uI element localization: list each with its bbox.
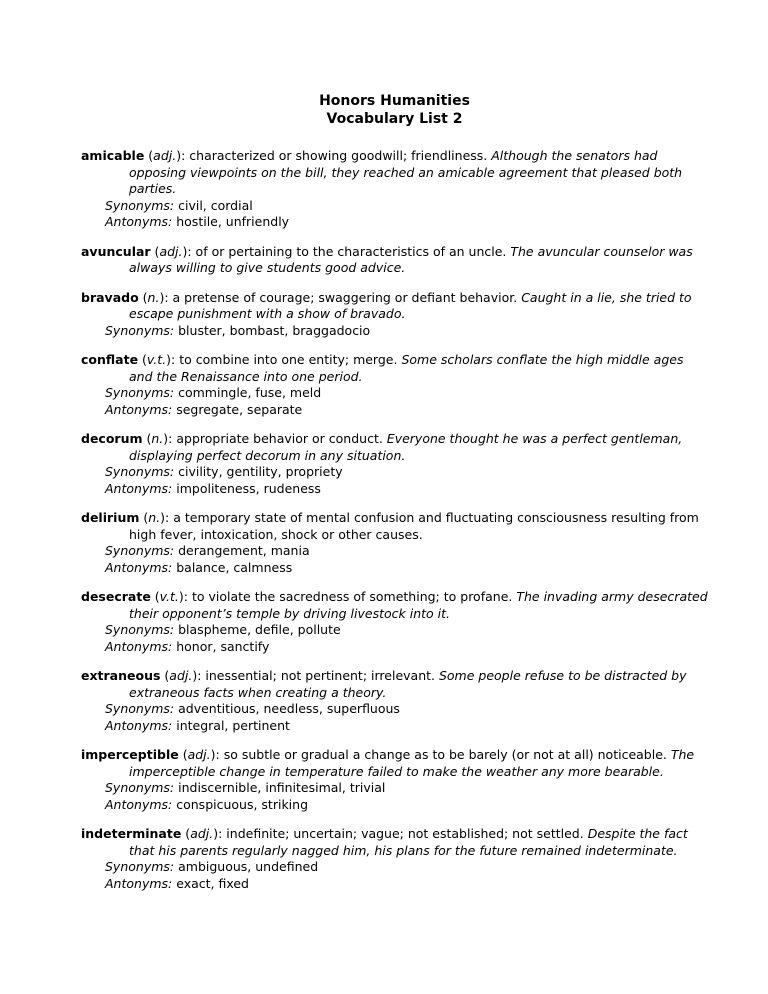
antonyms-values: hostile, unfriendly xyxy=(176,214,290,229)
definition: : to violate the sacredness of something; to profane. xyxy=(183,589,517,604)
synonyms-values: indiscernible, infinitesimal, trivial xyxy=(178,780,386,795)
synonyms-line xyxy=(81,543,708,560)
vocab-entry-desecrate xyxy=(81,589,708,655)
synonyms-values: derangement, mania xyxy=(178,543,310,558)
antonyms-label: Antonyms: xyxy=(105,401,173,417)
example-sentence: The avuncular counselor was always willing to give students good advice. xyxy=(129,243,693,275)
synonyms-label: Synonyms: xyxy=(105,464,175,479)
synonyms-line xyxy=(81,323,708,340)
antonyms-values: exact, fixed xyxy=(176,875,249,891)
antonyms-values: balance, calmness xyxy=(176,559,293,575)
synonyms-label: Synonyms: xyxy=(105,622,175,637)
part-of-speech: adj. xyxy=(190,826,214,841)
antonyms-label: Antonyms: xyxy=(105,638,173,654)
part-of-speech: adj. xyxy=(153,148,177,163)
document-title xyxy=(81,92,708,128)
vocab-word: decorum xyxy=(81,431,143,446)
antonyms-line xyxy=(81,876,708,893)
definition: : to combine into one entity; merge. xyxy=(171,352,402,367)
part-of-speech: adj. xyxy=(169,668,193,683)
antonyms-label: Antonyms: xyxy=(105,717,173,733)
synonyms-line xyxy=(81,859,708,876)
vocab-word: extraneous xyxy=(81,668,161,683)
title-line-2: Vocabulary List 2 xyxy=(326,111,463,127)
antonyms-line xyxy=(81,481,708,498)
example-sentence: Some scholars conflate the high middle ages and the Renaissance into one period. xyxy=(129,352,684,384)
example-sentence: The invading army desecrated their opponent’s temple by driving livestock into it. xyxy=(129,589,708,621)
vocab-entry-conflate xyxy=(81,352,708,418)
entry-definition-line: delirium (n.): a temporary state of mental confusion and fluctuating consciousness resulting from high fever, intoxication, shock or other causes. xyxy=(81,510,699,542)
vocab-entry-amicable xyxy=(81,148,708,231)
synonyms-line xyxy=(81,622,708,639)
vocab-entry-avuncular xyxy=(81,244,708,277)
synonyms-label: Synonyms: xyxy=(105,385,175,400)
antonyms-line xyxy=(81,639,708,656)
synonyms-values: civil, cordial xyxy=(178,197,253,213)
antonyms-line xyxy=(81,402,708,419)
synonyms-label: Synonyms: xyxy=(105,701,175,716)
antonyms-label: Antonyms: xyxy=(105,796,173,812)
definition: : inessential; not pertinent; irrelevant. xyxy=(197,668,439,683)
vocab-entry-imperceptible xyxy=(81,747,708,813)
vocab-entry-indeterminate xyxy=(81,826,708,892)
part-of-speech: n. xyxy=(151,431,164,446)
example-sentence: The imperceptible change in temperature failed to make the weather any more bearable. xyxy=(129,747,695,779)
definition: : of or pertaining to the characteristics of an uncle. xyxy=(187,243,511,259)
antonyms-values: segregate, separate xyxy=(176,401,303,417)
entry-definition-line: extraneous (adj.): inessential; not pertinent; irrelevant. Some people refuse to be distracted by extraneous facts when creating a theory. xyxy=(81,668,687,700)
antonyms-line xyxy=(81,560,708,577)
synonyms-values: blaspheme, defile, pollute xyxy=(178,622,341,637)
entry-definition-line: bravado (n.): a pretense of courage; swaggering or defiant behavior. Caught in a lie, she tried to escape punishment with a show of bravado. xyxy=(81,289,692,321)
entry-definition-line: indeterminate (adj.): indefinite; uncertain; vague; not established; not settled. Despite the fact that his parents regularly nagged him, his plans for the future remained indeterminate. xyxy=(81,826,688,858)
synonyms-line xyxy=(81,385,708,402)
synonyms-values: ambiguous, undefined xyxy=(178,859,319,874)
entry-definition-line: imperceptible (adj.): so subtle or gradual a change as to be barely (or not at all) noticeable. The imperceptible change in temperature failed to make the weather any more bearable. xyxy=(81,747,695,779)
synonyms-label: Synonyms: xyxy=(105,197,175,213)
example-sentence: Some people refuse to be distracted by extraneous facts when creating a theory. xyxy=(129,668,687,700)
vocab-entry-decorum xyxy=(81,431,708,497)
synonyms-label: Synonyms: xyxy=(105,780,175,795)
antonyms-label: Antonyms: xyxy=(105,480,173,496)
part-of-speech: adj. xyxy=(187,747,211,762)
synonyms-line xyxy=(81,464,708,481)
example-sentence: Everyone thought he was a perfect gentleman, displaying perfect decorum in any situation. xyxy=(129,431,683,463)
vocab-entry-delirium xyxy=(81,510,708,576)
part-of-speech: n. xyxy=(147,289,160,305)
part-of-speech: adj. xyxy=(159,243,183,259)
synonyms-label: Synonyms: xyxy=(105,859,175,874)
part-of-speech: v.t. xyxy=(146,352,167,367)
antonyms-label: Antonyms: xyxy=(105,214,173,229)
vocab-word: delirium xyxy=(81,510,140,525)
vocab-word: imperceptible xyxy=(81,747,179,762)
definition: : so subtle or gradual a change as to be barely (or not at all) noticeable. xyxy=(215,747,671,762)
vocab-word: avuncular xyxy=(81,243,151,259)
definition: : characterized or showing goodwill; friendliness. xyxy=(181,148,492,163)
antonyms-line xyxy=(81,214,708,231)
vocab-word: bravado xyxy=(81,289,139,305)
entry-definition-line: desecrate (v.t.): to violate the sacredness of something; to profane. The invading army desecrated their opponent’s temple by driving livestock into it. xyxy=(81,589,708,621)
synonyms-values: adventitious, needless, superfluous xyxy=(178,701,400,716)
synonyms-label: Synonyms: xyxy=(105,322,175,338)
example-sentence: Caught in a lie, she tried to escape punishment with a show of bravado. xyxy=(129,289,692,321)
vocab-entry-bravado xyxy=(81,290,708,340)
vocab-entry-extraneous xyxy=(81,668,708,734)
definition: : a pretense of courage; swaggering or defiant behavior. xyxy=(164,289,522,305)
entry-definition-line: amicable (adj.): characterized or showing goodwill; friendliness. Although the senators had opposing viewpoints on the bill, they reached an amicable agreement that pleased both parties. xyxy=(81,148,683,196)
part-of-speech: n. xyxy=(148,510,161,525)
vocab-word: desecrate xyxy=(81,589,151,604)
vocab-word: amicable xyxy=(81,148,145,163)
antonyms-values: integral, pertinent xyxy=(176,717,290,733)
antonyms-line xyxy=(81,797,708,814)
definition: : a temporary state of mental confusion and fluctuating consciousness resulting from high fever, intoxication, shock or other causes. xyxy=(129,510,699,542)
synonyms-label: Synonyms: xyxy=(105,543,175,558)
synonyms-values: commingle, fuse, meld xyxy=(178,385,322,400)
antonyms-line xyxy=(81,718,708,735)
vocab-word: conflate xyxy=(81,352,139,367)
example-sentence: Despite the fact that his parents regularly nagged him, his plans for the future remained indeterminate. xyxy=(129,826,688,858)
antonyms-label: Antonyms: xyxy=(105,875,173,891)
entry-definition-line: avuncular (adj.): of or pertaining to the characteristics of an uncle. The avuncular counselor was always willing to give students good advice. xyxy=(81,243,693,275)
antonyms-values: conspicuous, striking xyxy=(176,796,309,812)
antonyms-label: Antonyms: xyxy=(105,559,173,575)
entry-definition-line: decorum (n.): appropriate behavior or conduct. Everyone thought he was a perfect gentleman, displaying perfect decorum in any situation. xyxy=(81,431,683,463)
synonyms-line xyxy=(81,701,708,718)
vocabulary-list xyxy=(81,148,708,892)
synonyms-values: bluster, bombast, braggadocio xyxy=(178,322,371,338)
title-line-1: Honors Humanities xyxy=(319,93,470,109)
part-of-speech: v.t. xyxy=(159,589,179,604)
entry-definition-line: conflate (v.t.): to combine into one entity; merge. Some scholars conflate the high middle ages and the Renaissance into one period. xyxy=(81,352,684,384)
vocab-word: indeterminate xyxy=(81,826,182,841)
synonyms-values: civility, gentility, propriety xyxy=(178,464,343,479)
antonyms-values: impoliteness, rudeness xyxy=(176,480,321,496)
definition: : indefinite; uncertain; vague; not established; not settled. xyxy=(218,826,588,841)
example-sentence: Although the senators had opposing viewpoints on the bill, they reached an amicable agreement that pleased both parties. xyxy=(129,148,683,196)
synonyms-line xyxy=(81,198,708,215)
antonyms-values: honor, sanctify xyxy=(176,638,270,654)
definition: : appropriate behavior or conduct. xyxy=(168,431,387,446)
synonyms-line xyxy=(81,780,708,797)
